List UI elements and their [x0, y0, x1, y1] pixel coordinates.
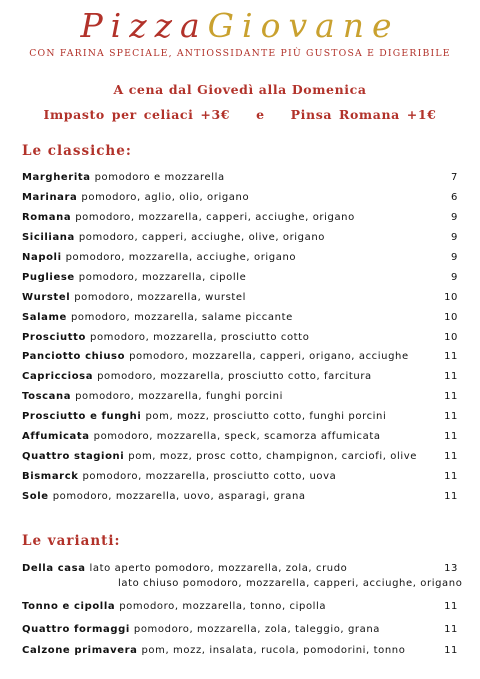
- item-description: pom, mozz, prosc cotto, champignon, carciofi, olive: [128, 451, 417, 462]
- item-price: 11: [444, 645, 458, 656]
- item-description: pomodoro, capperi, acciughe, olive, origano: [78, 232, 326, 243]
- item-name: Romana: [22, 212, 72, 223]
- item-price: 9: [451, 272, 458, 283]
- item-name: Prosciutto e funghi: [22, 411, 142, 422]
- item-price: 11: [444, 371, 458, 382]
- menu-item: [22, 600, 458, 613]
- menu-item: [22, 251, 458, 264]
- item-name: Calzone primavera: [22, 645, 138, 656]
- menu-item: [22, 331, 458, 344]
- item-description: pomodoro, mozzarella, prosciutto cotto, farcitura: [97, 371, 372, 382]
- item-name: Napoli: [22, 252, 62, 263]
- item-price: 11: [444, 451, 458, 462]
- brand-word-pizza: Pizza: [80, 6, 208, 45]
- item-price: 11: [444, 351, 458, 362]
- item-description: pomodoro, mozzarella, prosciutto cotto: [90, 332, 310, 343]
- menu-item: [22, 561, 463, 591]
- item-description: pomodoro, mozzarella, cipolle: [78, 272, 247, 283]
- menu-item: [22, 291, 458, 304]
- item-price: 10: [444, 292, 458, 303]
- item-name: Margherita: [22, 172, 91, 183]
- brand-logo: [0, 6, 480, 46]
- item-price: 11: [444, 491, 458, 502]
- item-description: pom, mozz, insalata, rucola, pomodorini, tonno: [141, 645, 406, 656]
- item-description: pomodoro, mozzarella, capperi, acciughe, origano: [75, 212, 355, 223]
- item-price: 6: [451, 192, 458, 203]
- item-description: pomodoro, mozzarella, zola, taleggio, grana: [133, 624, 381, 635]
- item-price: 9: [451, 212, 458, 223]
- brand-word-giovane: Giovane: [207, 6, 400, 45]
- item-name: Sole: [22, 491, 49, 502]
- menu-item: [22, 450, 458, 463]
- menu-item: [22, 430, 458, 443]
- item-name: Prosciutto: [22, 332, 86, 343]
- menu-item: [22, 623, 458, 636]
- item-name: Siciliana: [22, 232, 75, 243]
- menu-item: [22, 370, 458, 383]
- item-description-secondary: lato chiuso pomodoro, mozzarella, capperi, acciughe, origano: [118, 578, 463, 589]
- item-price: 10: [444, 312, 458, 323]
- menu-item: [22, 311, 458, 324]
- menu-item: [22, 271, 458, 284]
- item-price: 9: [451, 232, 458, 243]
- item-description: pomodoro, mozzarella, speck, scamorza affumicata: [93, 431, 381, 442]
- menu-item: [22, 171, 458, 184]
- item-name: Della casa: [22, 563, 86, 574]
- item-description: pomodoro, mozzarella, wurstel: [74, 292, 247, 303]
- item-name: Bismarck: [22, 471, 79, 482]
- item-price: 11: [444, 601, 458, 612]
- item-name: Quattro stagioni: [22, 451, 125, 462]
- item-description: pomodoro, mozzarella, acciughe, origano: [65, 252, 297, 263]
- option-and: e: [256, 107, 265, 122]
- item-description: pomodoro, mozzarella, capperi, origano, acciughe: [129, 351, 409, 362]
- tagline: CON FARINA SPECIALE, ANTIOSSIDANTE PIÙ GUSTOSA E DIGERIBILE: [29, 48, 451, 59]
- item-price: 13: [444, 563, 458, 574]
- item-name: Marinara: [22, 192, 78, 203]
- item-price: 11: [444, 391, 458, 402]
- item-name: Capricciosa: [22, 371, 94, 382]
- section-title-classiche: Le classiche:: [22, 143, 132, 159]
- menu-item: [22, 191, 458, 204]
- item-name: Salame: [22, 312, 67, 323]
- item-price: 11: [444, 431, 458, 442]
- item-description: pomodoro, mozzarella, prosciutto cotto, uova: [82, 471, 337, 482]
- item-price: 9: [451, 252, 458, 263]
- menu-item: [22, 410, 458, 423]
- menu-item: [22, 350, 458, 363]
- item-price: 11: [444, 411, 458, 422]
- section-title-varianti: Le varianti:: [22, 533, 121, 549]
- item-description: pomodoro, mozzarella, salame piccante: [70, 312, 293, 323]
- item-name: Wurstel: [22, 292, 71, 303]
- item-price: 7: [451, 172, 458, 183]
- item-name: Panciotto chiuso: [22, 351, 126, 362]
- menu-item: [22, 390, 458, 403]
- item-price: 11: [444, 624, 458, 635]
- item-name: Affumicata: [22, 431, 90, 442]
- menu-item: [22, 490, 458, 503]
- dough-options: [0, 107, 480, 122]
- item-name: Tonno e cipolla: [22, 601, 116, 612]
- item-description: pomodoro, mozzarella, funghi porcini: [75, 391, 283, 402]
- item-name: Quattro formaggi: [22, 624, 130, 635]
- item-description: pomodoro e mozzarella: [94, 172, 225, 183]
- menu-item: [22, 470, 458, 483]
- item-price: 10: [444, 332, 458, 343]
- item-description: pom, mozz, prosciutto cotto, funghi porcini: [145, 411, 387, 422]
- option-celiac: Impasto per celiaci +3€: [43, 107, 231, 122]
- item-name: Pugliese: [22, 272, 75, 283]
- item-price: 11: [444, 471, 458, 482]
- menu-item: [22, 211, 458, 224]
- item-description: pomodoro, aglio, olio, origano: [81, 192, 250, 203]
- item-name: Toscana: [22, 391, 72, 402]
- menu-item: [22, 644, 458, 657]
- item-description: lato aperto pomodoro, mozzarella, zola, crudo: [89, 563, 348, 574]
- service-days: A cena dal Giovedì alla Domenica: [113, 82, 367, 97]
- menu-item: [22, 231, 458, 244]
- option-pinsa: Pinsa Romana +1€: [290, 107, 437, 122]
- item-description: pomodoro, mozzarella, tonno, cipolla: [119, 601, 327, 612]
- item-description: pomodoro, mozzarella, uovo, asparagi, grana: [52, 491, 306, 502]
